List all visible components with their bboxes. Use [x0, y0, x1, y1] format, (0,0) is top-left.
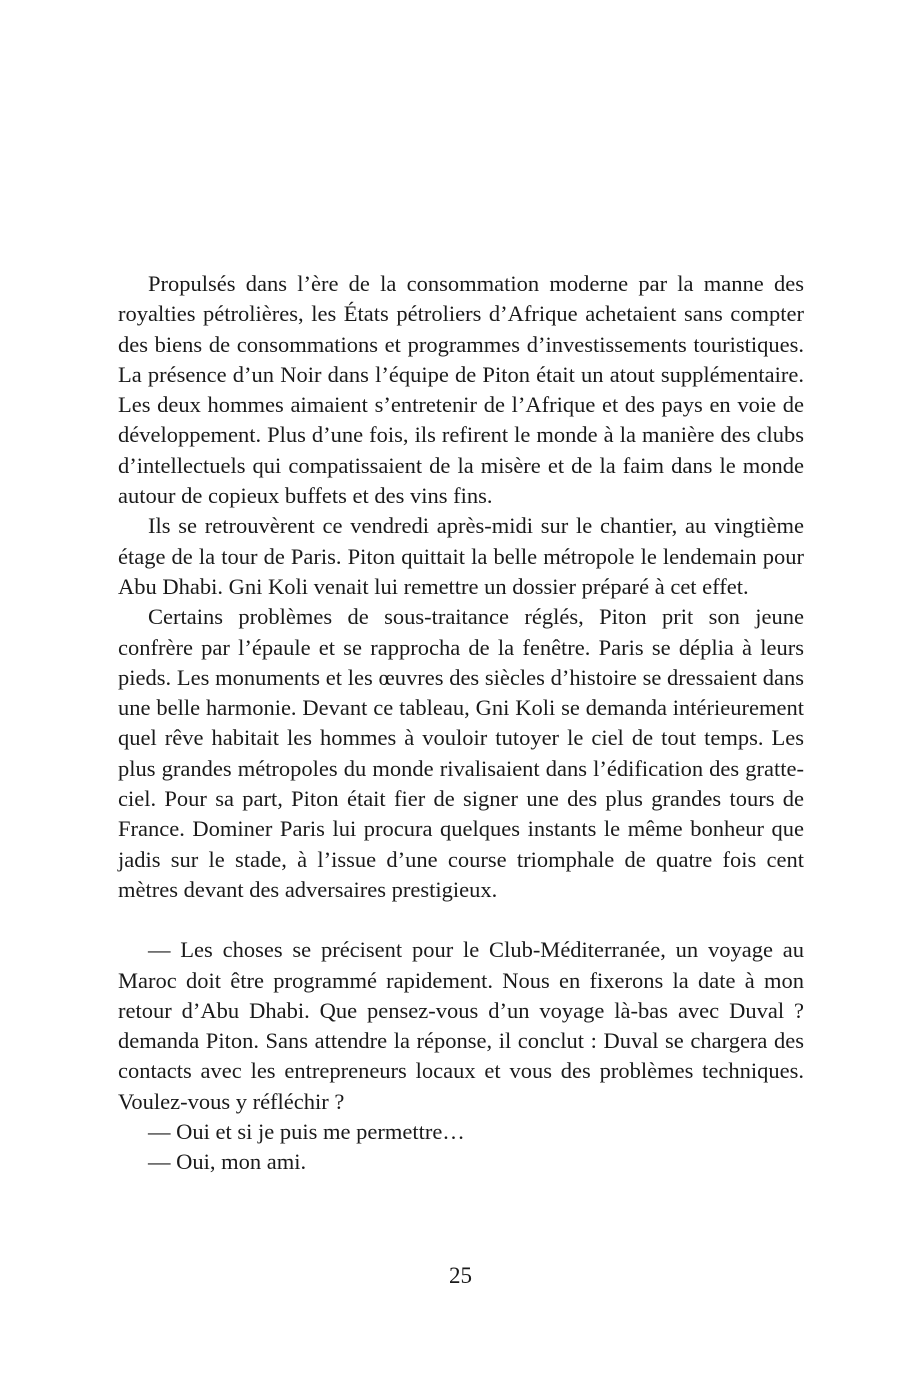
page-body — [118, 269, 804, 1178]
body-paragraph-2: Ils se retrouvèrent ce vendredi après-midi sur le chantier, au vingtième étage de la tour de Paris. Piton quittait la belle métropole le lendemain pour Abu Dhabi. Gni Koli venait lui remettre un dossier préparé à cet effet. — [118, 513, 804, 599]
dialogue-line-2: — Oui et si je puis me permettre… — [148, 1119, 465, 1145]
body-paragraph-3: Certains problèmes de sous-traitance réglés, Piton prit son jeune confrère par l’épaule et se rapprocha de la fenêtre. Paris se déplia à leurs pieds. Les monuments et les œuvres des siècles d’histoire se dressaient dans une belle harmonie. Devant ce tableau, Gni Koli se demanda intérieurement quel rêve habitait les hommes à vouloir tutoyer le ciel de tout temps. Les plus grandes métropoles du monde rivalisaient dans l’édification des gratte-ciel. Pour sa part, Piton était fier de signer une des plus grandes tours de France. Dominer Paris lui procura quelques instants le même bonheur que jadis sur le stade, à l’issue d’une course triomphale de quatre fois cent mètres devant des adversaires prestigieux. — [118, 604, 804, 902]
body-paragraph-1: Propulsés dans l’ère de la consommation moderne par la manne des royalties pétrolières, les États pétroliers d’Afrique achetaient sans compter des biens de consommations et programmes d’investissements touristiques. La présence d’un Noir dans l’équipe de Piton était un atout supplémentaire. Les deux hommes aimaient s’entretenir de l’Afrique et des pays en voie de développement. Plus d’une fois, ils refirent le monde à la manière des clubs d’intellectuels qui compatissaient de la misère et de la faim dans le monde autour de copieux buffets et des vins fins. — [118, 271, 804, 509]
page-number: 25 — [449, 1263, 472, 1288]
section-spacer — [118, 905, 804, 935]
dialogue-line-3: — Oui, mon ami. — [148, 1149, 307, 1175]
dialogue-line-1: — Les choses se précisent pour le Club-Méditerranée, un voyage au Maroc doit être programmé rapidement. Nous en fixerons la date à mon retour d’Abu Dhabi. Que pensez-vous d’un voyage là-bas avec Duval ? demanda Piton. Sans attendre la réponse, il conclut : Duval se chargera des contacts avec les entrepreneurs locaux et vous des problèmes techniques. Voulez-vous y réfléchir ? — [118, 937, 804, 1114]
